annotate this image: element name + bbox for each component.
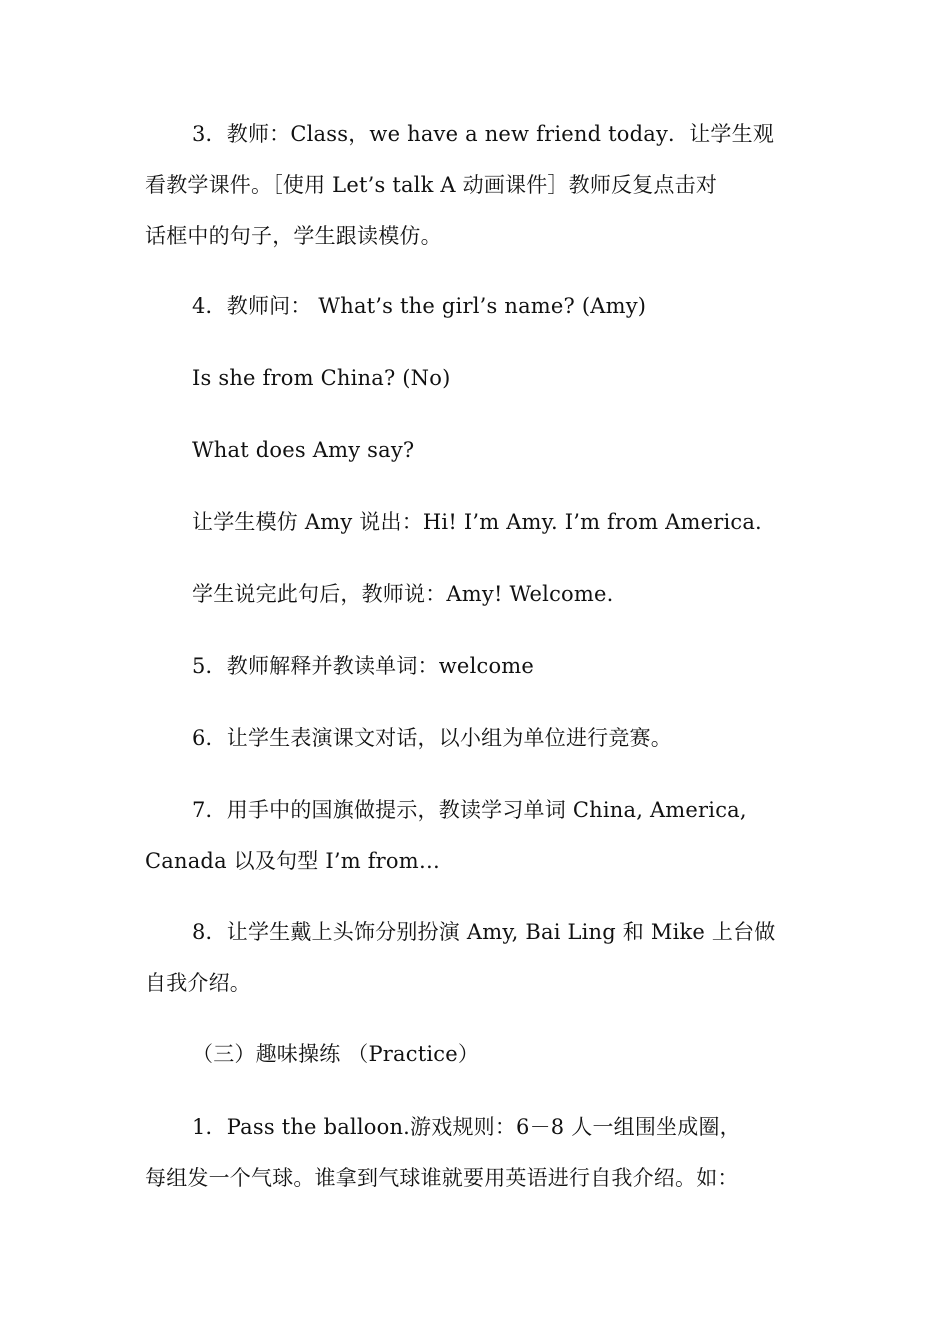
- paragraph-8-line-1: 8．让学生戴上头饰分别扮演 Amy, Bai Ling 和 Mike 上台做: [192, 920, 776, 944]
- paragraph-7-line-1: 7．用手中的国旗做提示，教读学习单词 China, America,: [192, 798, 747, 822]
- paragraph-3-line-3: 话框中的句子，学生跟读模仿。: [145, 224, 442, 248]
- paragraph-3-line-2: 看教学课件。［使用 Let’s talk A 动画课件］教师反复点击对: [145, 173, 718, 197]
- section-heading-practice: （三）趣味操练 （Practice）: [192, 1042, 480, 1066]
- paragraph-5: 5．教师解释并教读单词：welcome: [192, 654, 535, 678]
- paragraph-3-line-1: 3．教师：Class，we have a new friend today．让学生观: [192, 122, 775, 146]
- paragraph-4-question-2: Is she from China? (No): [192, 366, 451, 390]
- paragraph-4-question: 4．教师问： What’s the girl’s name? (Amy): [192, 294, 647, 318]
- paragraph-8-line-2: 自我介绍。: [145, 971, 251, 995]
- practice-1-line-2: 每组发一个气球。谁拿到气球谁就要用英语进行自我介绍。如：: [145, 1166, 739, 1190]
- practice-1-line-1: 1．Pass the balloon.游戏规则：6－8 人一组围坐成圈，: [192, 1115, 741, 1139]
- paragraph-4-question-3: What does Amy say?: [192, 438, 415, 462]
- paragraph-4-welcome: 学生说完此句后，教师说：Amy! Welcome.: [192, 582, 614, 606]
- paragraph-4-imitate: 让学生模仿 Amy 说出：Hi! I’m Amy. I’m from America.: [192, 510, 762, 534]
- paragraph-7-line-2: Canada 以及句型 I’m from…: [145, 849, 441, 873]
- paragraph-6: 6．让学生表演课文对话，以小组为单位进行竞赛。: [192, 726, 672, 750]
